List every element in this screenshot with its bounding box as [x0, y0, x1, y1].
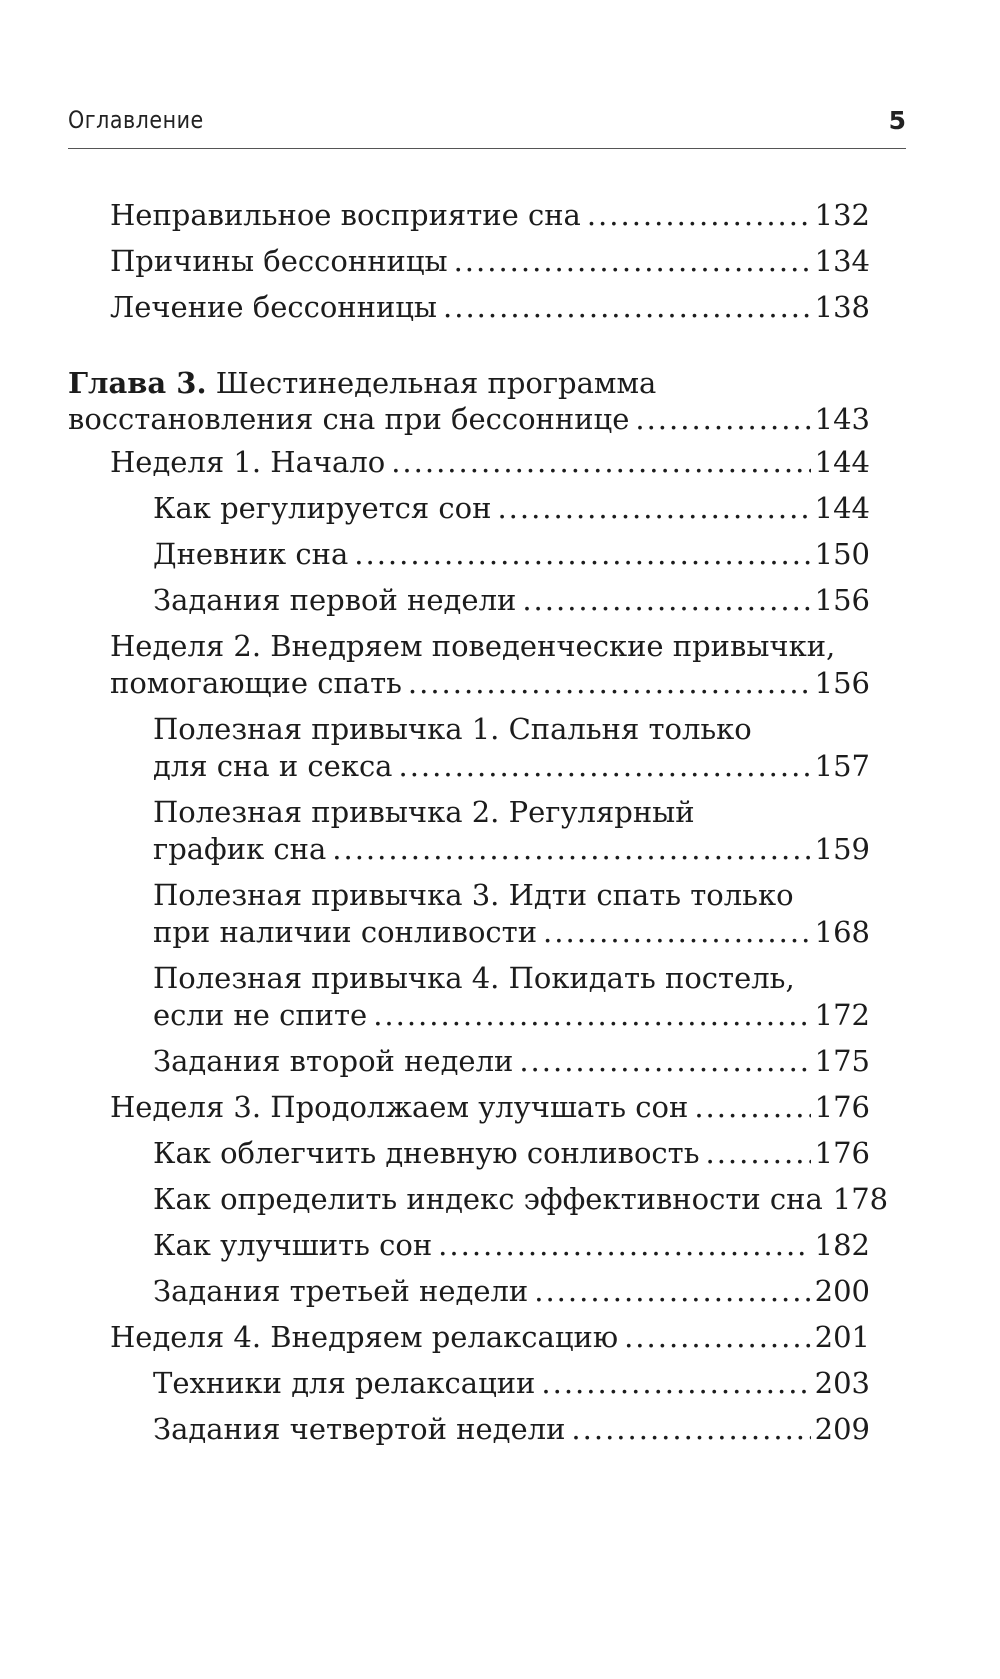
- leader-dots: [438, 1225, 810, 1265]
- toc-entry: [153, 1133, 870, 1173]
- toc-entry-label-line2: восстановления сна при бессоннице: [68, 402, 630, 436]
- leader-dots: [332, 829, 810, 869]
- toc-entry-page: 176: [814, 1136, 870, 1170]
- toc-entry-label: Задания второй недели: [153, 1044, 514, 1078]
- toc-entry-page: 201: [814, 1320, 870, 1354]
- leader-dots: [543, 912, 811, 952]
- toc-entry: [153, 1271, 870, 1311]
- leader-dots: [497, 488, 810, 528]
- toc-entry: [110, 1317, 870, 1357]
- toc-entry-page: 182: [814, 1228, 870, 1262]
- toc-chapter-entry: [68, 363, 870, 439]
- chapter-prefix: Глава 3.: [68, 366, 207, 400]
- toc-entry: [153, 1179, 889, 1219]
- leader-dots: [571, 1409, 810, 1449]
- toc-entry: [110, 287, 870, 327]
- toc-entry: [153, 792, 870, 869]
- running-header: [68, 98, 906, 149]
- toc-entry-label: Задания первой недели: [153, 583, 517, 617]
- toc-entry-label-line1: Полезная привычка 3. Идти спать только: [153, 878, 794, 912]
- toc-entry: [153, 958, 870, 1035]
- leader-dots: [635, 399, 810, 439]
- toc-entry: [153, 875, 870, 952]
- toc-entry-label: Задания четвертой недели: [153, 1412, 566, 1446]
- leader-dots: [706, 1133, 811, 1173]
- toc-entry: [153, 1363, 870, 1403]
- toc-entry: [153, 534, 870, 574]
- toc-entry-label: Задания третьей недели: [153, 1274, 529, 1308]
- toc-entry-label: Как облегчить дневную сонливость: [153, 1136, 700, 1170]
- leader-dots: [541, 1363, 810, 1403]
- toc-entry-label-line1: Шестинедельная программа: [215, 366, 657, 400]
- toc-entry-label-line2: помогающие спать: [110, 666, 402, 700]
- toc-entry-label: Неделя 1. Начало: [110, 445, 386, 479]
- toc-entry-page: 156: [814, 666, 870, 700]
- toc-entry-page: 132: [814, 198, 870, 232]
- toc-entry: [110, 442, 870, 482]
- leader-dots: [454, 241, 811, 281]
- leader-dots: [443, 287, 811, 327]
- toc-entry: [110, 1087, 870, 1127]
- toc-entry-page: 172: [814, 998, 870, 1032]
- leader-dots: [373, 995, 810, 1035]
- toc-entry-label: Неправильное восприятие сна: [110, 198, 581, 232]
- leader-dots: [354, 534, 810, 574]
- toc-entry: [110, 195, 870, 235]
- toc-entry-page: 168: [814, 915, 870, 949]
- toc-entry-page: 156: [814, 583, 870, 617]
- toc-entry-page: 134: [814, 244, 870, 278]
- toc-entry-label: Техники для релаксации: [153, 1366, 536, 1400]
- leader-dots: [624, 1317, 811, 1357]
- toc-entry-label-line2: при наличии сонливости: [153, 915, 538, 949]
- toc-entry-label: Причины бессонницы: [110, 244, 448, 278]
- leader-dots: [391, 442, 810, 482]
- toc-entry-label-line2: если не спите: [153, 998, 368, 1032]
- toc-entry: [153, 1225, 870, 1265]
- toc-entry: [153, 1041, 870, 1081]
- toc-entry-label: Лечение бессонницы: [110, 290, 438, 324]
- toc-entry-label: Как определить индекс эффективности сна: [153, 1182, 823, 1216]
- toc-entry-page: 138: [814, 290, 870, 324]
- toc-entry-page: 143: [814, 402, 870, 436]
- leader-dots: [408, 663, 811, 703]
- toc-entry-page: 176: [814, 1090, 870, 1124]
- toc-entry: [153, 709, 870, 786]
- toc-entry-label: Дневник сна: [153, 537, 349, 571]
- toc-entry: [110, 626, 870, 703]
- leader-dots: [534, 1271, 810, 1311]
- leader-dots: [522, 580, 810, 620]
- toc-entry-page: 150: [814, 537, 870, 571]
- toc-entry-page: 157: [814, 749, 870, 783]
- page-number: 5: [888, 106, 906, 135]
- toc-entry-label: Как регулируется сон: [153, 491, 492, 525]
- leader-dots: [519, 1041, 810, 1081]
- toc-entry-label-line1: Полезная привычка 2. Регулярный: [153, 795, 695, 829]
- toc-entry-label-line1: Полезная привычка 1. Спальня только: [153, 712, 752, 746]
- leader-dots: [398, 746, 810, 786]
- toc-entry-page: 144: [814, 445, 870, 479]
- toc-entry-page: 200: [814, 1274, 870, 1308]
- toc-entry-page: 159: [814, 832, 870, 866]
- toc-entry: [110, 241, 870, 281]
- toc-entry-page: 209: [814, 1412, 870, 1446]
- toc-entry-label-line1: Неделя 2. Внедряем поведенческие привычки,: [110, 629, 836, 663]
- leader-dots: [587, 195, 811, 235]
- toc-entry-label: Неделя 3. Продолжаем улучшать сон: [110, 1090, 689, 1124]
- toc-entry: [153, 488, 870, 528]
- toc-entry-page: 178: [832, 1182, 889, 1216]
- toc-entry-label: Неделя 4. Внедряем релаксацию: [110, 1320, 619, 1354]
- toc-entry: [153, 580, 870, 620]
- toc-entry-page: 144: [814, 491, 870, 525]
- toc-entry-label-line2: график сна: [153, 832, 327, 866]
- toc-entry: [153, 1409, 870, 1449]
- toc-entry-page: 175: [814, 1044, 870, 1078]
- toc-entry-label: Как улучшить сон: [153, 1228, 433, 1262]
- header-title: Оглавление: [68, 106, 204, 134]
- toc-entry-label-line1: Полезная привычка 4. Покидать постель,: [153, 961, 795, 995]
- toc-entry-label-line2: для сна и секса: [153, 749, 393, 783]
- toc-entry-page: 203: [814, 1366, 870, 1400]
- leader-dots: [694, 1087, 810, 1127]
